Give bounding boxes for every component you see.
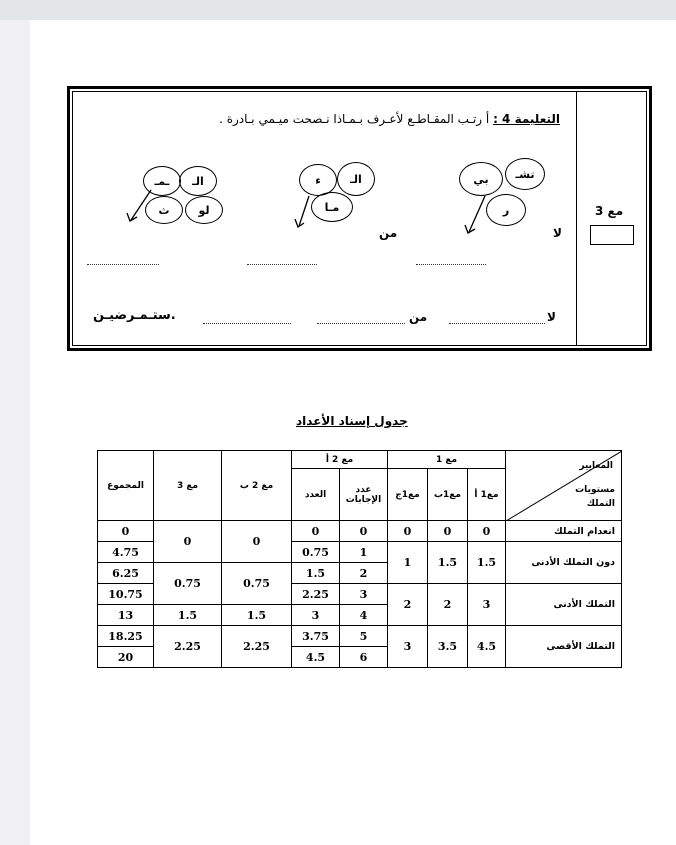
syllable-circle: تشـ <box>505 158 545 190</box>
answer-line[interactable] <box>87 264 159 265</box>
m2a-score-cell: 3.75 <box>292 626 340 647</box>
m2a-answers-cell: 1 <box>340 542 388 563</box>
arrow-icon <box>123 186 157 226</box>
m2b-cell: 2.25 <box>222 626 292 668</box>
total-cell: 10.75 <box>98 584 154 605</box>
header-criteria: المعايير <box>579 461 613 471</box>
m3-cell: 0.75 <box>154 563 222 605</box>
level-label: التملك الأقصى <box>506 626 622 668</box>
arrow-icon <box>461 192 491 238</box>
m1a-cell: 3 <box>468 584 506 626</box>
header-m2a: مع 2 أ <box>292 451 388 469</box>
instruction-body: أ رتـب المقـاطـع لأعـرف بـمـاذا نـصحت ميـمي بـادرة . <box>219 112 494 126</box>
m3-cell: 1.5 <box>154 605 222 626</box>
total-cell: 13 <box>98 605 154 626</box>
m1c-cell: 1 <box>388 542 428 584</box>
sentence1-la: لا <box>553 226 562 240</box>
m1c-cell: 3 <box>388 626 428 668</box>
total-cell: 6.25 <box>98 563 154 584</box>
sentence2-end: ستـمـرضيـن. <box>93 308 176 323</box>
syllable-circle: لو <box>185 196 223 224</box>
m1a-cell: 1.5 <box>468 542 506 584</box>
sentence2-min: من <box>409 310 428 324</box>
level-label: التملك الأدنى <box>506 584 622 626</box>
m2b-cell: 0.75 <box>222 563 292 605</box>
sentence2-la: لا <box>547 310 556 324</box>
sentence1-min: من <box>379 226 398 240</box>
syllable-circle: ـمـ <box>143 166 181 196</box>
m2a-score-cell: 2.25 <box>292 584 340 605</box>
criterion-divider <box>576 92 577 345</box>
total-cell: 20 <box>98 647 154 668</box>
criterion-score-box[interactable] <box>590 225 634 245</box>
criterion-label: مع 3 <box>595 204 624 218</box>
header-m3: مع 3 <box>154 451 222 521</box>
level-label: انعدام التملك <box>506 521 622 542</box>
m2a-answers-cell: 4 <box>340 605 388 626</box>
m2a-answers-cell: 6 <box>340 647 388 668</box>
m2a-answers-cell: 5 <box>340 626 388 647</box>
instruction-box <box>67 86 652 351</box>
m2a-score-cell: 0.75 <box>292 542 340 563</box>
header-criteria-levels <box>506 451 622 521</box>
m3-cell: 0 <box>154 521 222 563</box>
header-m1c: مع1ج <box>388 469 428 521</box>
instruction-label: التعليمة 4 : <box>493 112 560 126</box>
syllable-circle: ث <box>145 196 183 224</box>
header-score: العدد <box>292 469 340 521</box>
syllable-circle: ر <box>486 194 526 226</box>
scoring-table <box>97 450 622 668</box>
m1b-cell: 0 <box>428 521 468 542</box>
m1c-cell: 0 <box>388 521 428 542</box>
m1b-cell: 2 <box>428 584 468 626</box>
syllable-circle: الـ <box>179 166 217 196</box>
header-m1: مع 1 <box>388 451 506 469</box>
level-label: دون التملك الأدنى <box>506 542 622 584</box>
answer-line[interactable] <box>449 323 545 324</box>
arrow-icon <box>291 192 315 232</box>
m1a-cell: 0 <box>468 521 506 542</box>
total-cell: 0 <box>98 521 154 542</box>
header-m1a: مع1 أ <box>468 469 506 521</box>
top-bar <box>0 0 676 20</box>
m1b-cell: 3.5 <box>428 626 468 668</box>
instruction-box-inner <box>72 91 647 346</box>
m1c-cell: 2 <box>388 584 428 626</box>
table-title: جدول إسناد الأعداد <box>296 414 408 428</box>
header-levels: مستويات التملك <box>575 485 615 509</box>
m2a-score-cell: 1.5 <box>292 563 340 584</box>
syllable-circle: ء <box>299 164 337 196</box>
syllable-circle: بي <box>459 162 503 196</box>
answer-line[interactable] <box>416 264 486 265</box>
header-total: المجموع <box>98 451 154 521</box>
m1a-cell: 4.5 <box>468 626 506 668</box>
m2a-score-cell: 0 <box>292 521 340 542</box>
header-m1b: مع1ب <box>428 469 468 521</box>
m1b-cell: 1.5 <box>428 542 468 584</box>
m2a-answers-cell: 3 <box>340 584 388 605</box>
syllable-circle: الـ <box>337 162 375 196</box>
m2a-answers-cell: 0 <box>340 521 388 542</box>
total-cell: 4.75 <box>98 542 154 563</box>
answer-line[interactable] <box>247 264 317 265</box>
total-cell: 18.25 <box>98 626 154 647</box>
m2a-answers-cell: 2 <box>340 563 388 584</box>
m2b-cell: 0 <box>222 521 292 563</box>
answer-line[interactable] <box>203 323 291 324</box>
m3-cell: 2.25 <box>154 626 222 668</box>
header-answers: عدد الإجابات <box>340 469 388 521</box>
instruction-text <box>219 112 560 126</box>
syllable-circle: مـا <box>311 192 353 222</box>
m2a-score-cell: 3 <box>292 605 340 626</box>
header-m2b: مع 2 ب <box>222 451 292 521</box>
answer-line[interactable] <box>317 323 405 324</box>
m2b-cell: 1.5 <box>222 605 292 626</box>
m2a-score-cell: 4.5 <box>292 647 340 668</box>
